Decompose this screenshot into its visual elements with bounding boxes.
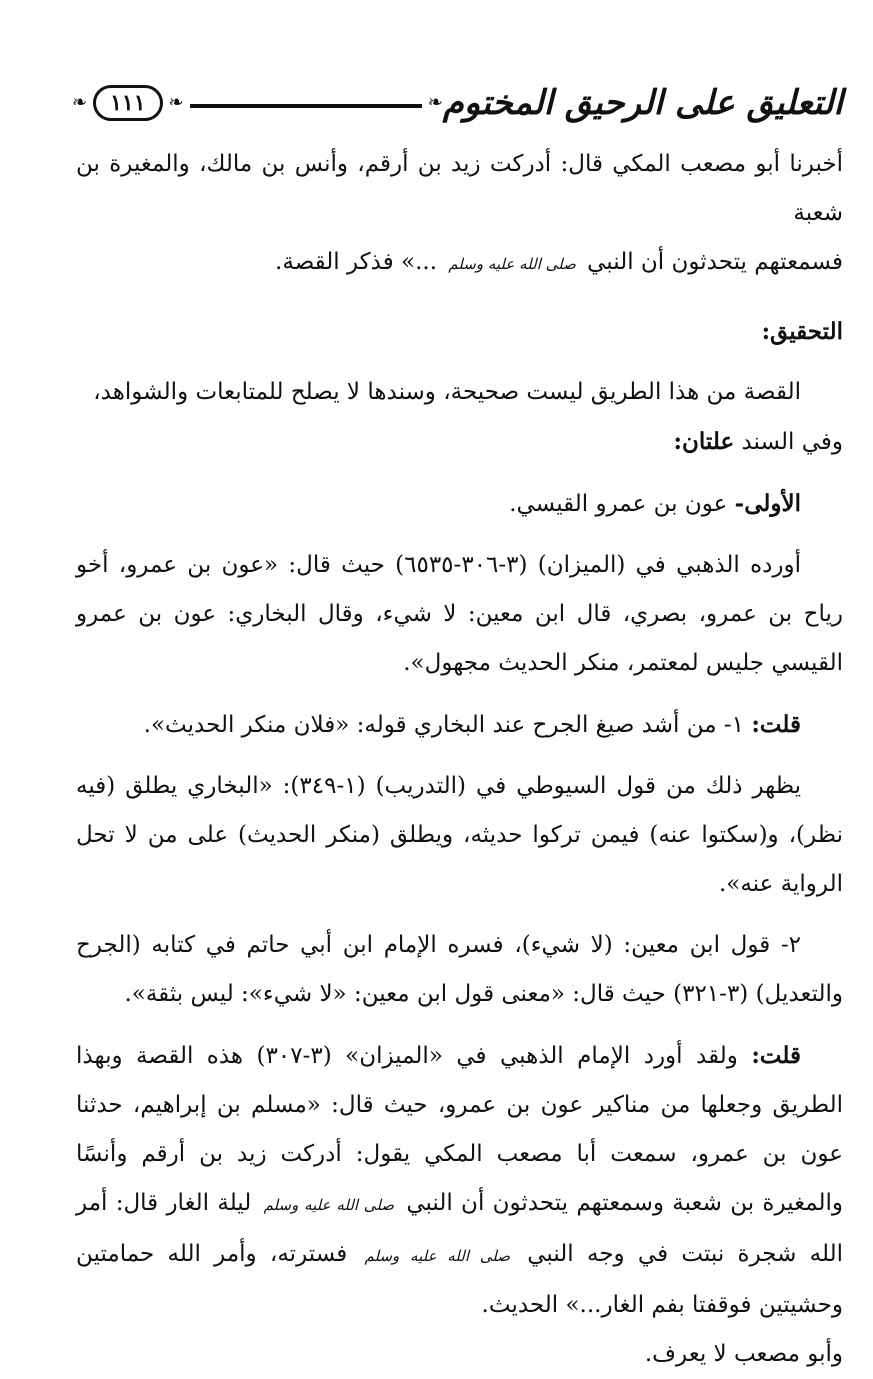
paragraph-suyuti: يظهر ذلك من قول السيوطي في (التدريب) (١-٣٤٩): «البخاري يطلق (فيه نظر)، و(سكتوا عنه) فيمن تركوا حديثه، ويطلق (منكر الحديث) على من لا تحل الرواية عنه». bbox=[76, 773, 843, 897]
paragraph-verdict: القصة من هذا الطريق ليست صحيحة، وسندها لا يصلح للمتابعات والشواهد، bbox=[93, 379, 801, 405]
paragraph-two-defects: وفي السند علتان: bbox=[673, 428, 843, 455]
paragraph-chain-line-2: فسمعتهم يتحدثون أن النبي صلى الله عليه وسلم ...» فذكر القصة. bbox=[275, 249, 843, 275]
ornament-icon: ❧ bbox=[427, 92, 443, 113]
paragraph-qultu-1: قلت: ١- من أشد صيغ الجرح عند البخاري قوله: «فلان منكر الحديث». bbox=[143, 711, 801, 738]
running-title: التعليق على الرحيق المختوم bbox=[442, 83, 843, 123]
tahqiq-heading: التحقيق: bbox=[761, 318, 843, 345]
paragraph-first-defect: الأولى- عون بن عمرو القيسي. bbox=[509, 490, 801, 517]
ornament-icon: ❧ bbox=[72, 92, 88, 113]
paragraph-dhahabi-mizan: أورده الذهبي في (الميزان) (٣-٣٠٦-٦٥٣٥) حيث قال: «عون بن عمرو، أخو رياح بن عمرو، بصري، قال ابن معين: لا شيء، وقال البخاري: عون بن عمرو القيسي جليس لمعتمر، منكر الحديث مجهول». bbox=[76, 552, 843, 676]
header-rule bbox=[190, 104, 422, 108]
salawat-glyph: صلى الله عليه وسلم bbox=[364, 1247, 510, 1265]
page-body bbox=[76, 140, 843, 1379]
page-number: ١١١ bbox=[93, 85, 162, 121]
ornament-icon: ❧ bbox=[168, 92, 184, 113]
page-header bbox=[72, 72, 843, 134]
salawat-glyph: صلى الله عليه وسلم bbox=[448, 255, 576, 273]
paragraph-qultu-2: قلت: ولقد أورد الإمام الذهبي في «الميزان» (٣-٣٠٧) هذه القصة وبهذا الطريق وجعلها من مناكير عون بن عمرو، حيث قال: «مسلم بن إبراهيم، حدثنا عون بن عمرو، سمعت أبا مصعب المكي يقول: أدركت زيد بن أرقم وأنسًا والمغيرة بن شعبة وسمعتهم يتحدثون أن النبي صلى الله عليه وسلم ليلة الغار قال: أمر الله شجرة نبتت في وجه النبي صلى الله عليه وسلم فسترته، وأمر الله حمامتين وحشيتين فوقفتا بفم الغار...» الحديث. bbox=[76, 1042, 844, 1318]
paragraph-ibn-maeen: ٢- قول ابن معين: (لا شيء)، فسره الإمام ابن أبي حاتم في كتابه (الجرح والتعديل) (٣-٣٢١) حيث قال: «معنى قول ابن معين: «لا شيء»: ليس بثقة». bbox=[76, 932, 843, 1007]
salawat-glyph: صلى الله عليه وسلم bbox=[263, 1196, 395, 1214]
paragraph-abu-musab: وأبو مصعب لا يعرف. bbox=[644, 1341, 843, 1367]
paragraph-chain-line-1: أخبرنا أبو مصعب المكي قال: أدركت زيد بن أرقم، وأنس بن مالك، والمغيرة بن شعبة bbox=[76, 151, 843, 226]
